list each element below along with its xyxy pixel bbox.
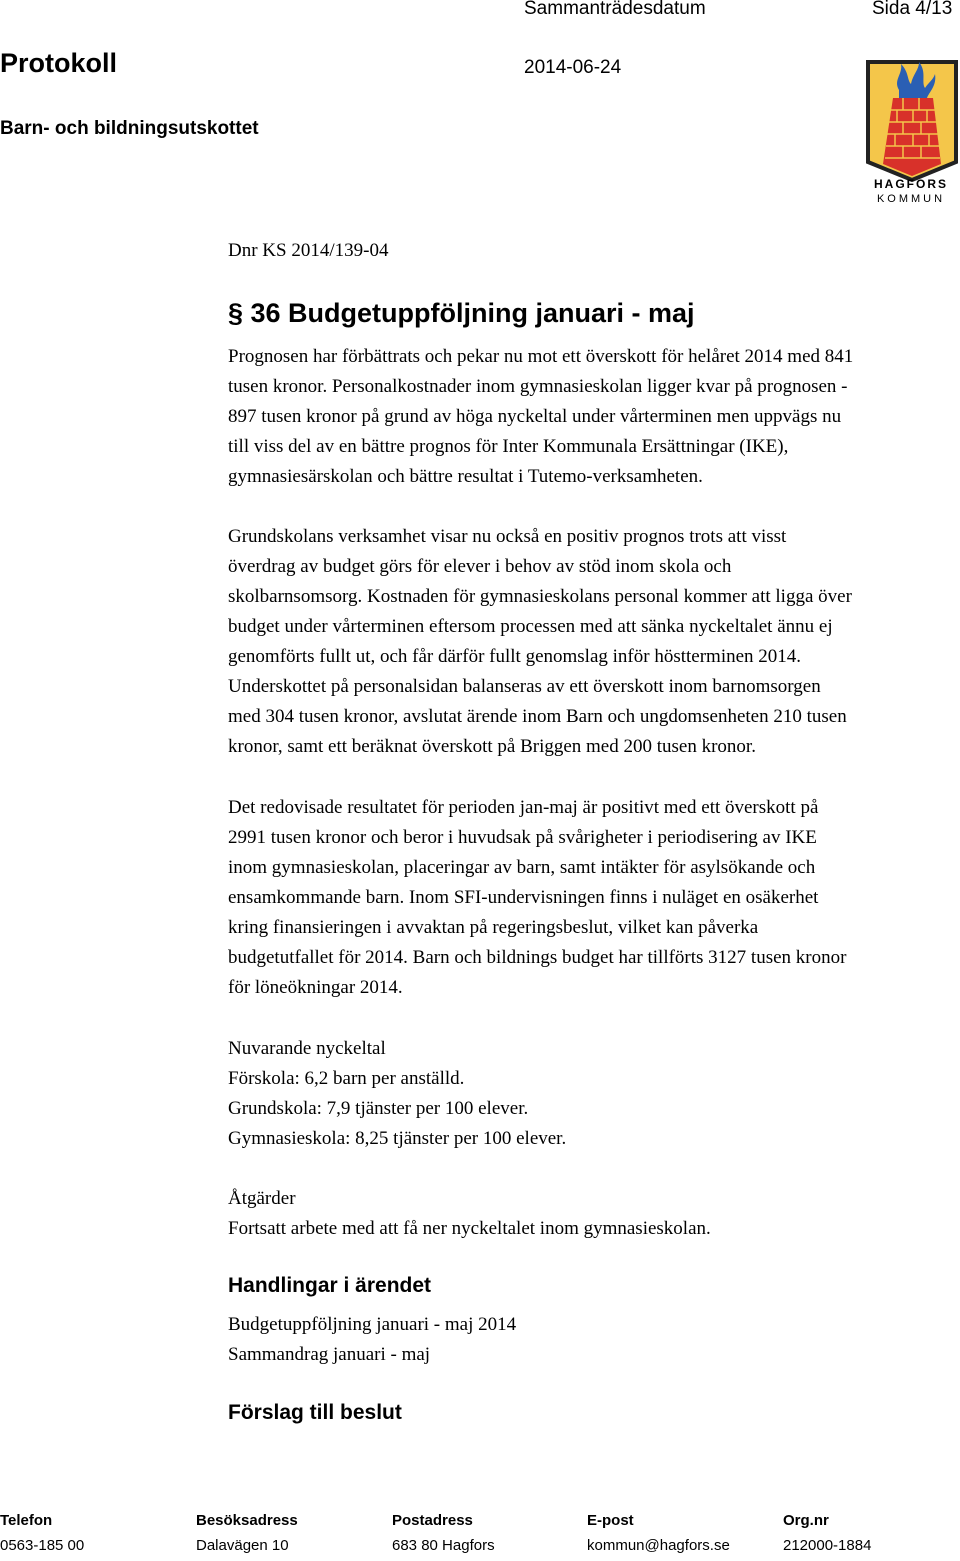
phone-number: 0563-185 00 [0, 1537, 85, 1554]
email-address: kommun@hagfors.se [587, 1537, 730, 1554]
section-heading: § 36 Budgetuppföljning januari - maj [228, 298, 695, 328]
footer-epost [587, 1512, 730, 1554]
footer [0, 1512, 960, 1561]
footer-label: Telefon [0, 1512, 53, 1529]
document-title: Protokoll [0, 48, 118, 78]
key-figures: Nuvarande nyckeltal Förskola: 6,2 barn per anställd. Grundskola: 7,9 tjänster per 100 elever. Gymnasieskola: 8,25 tjänster per 100 elever. [228, 1038, 567, 1149]
svg-text:HAGFORS: HAGFORS [874, 177, 948, 191]
proposal-heading: Förslag till beslut [228, 1401, 402, 1424]
footer-orgnr [783, 1512, 871, 1554]
paragraph: Det redovisade resultatet för perioden jan-maj är positivt med ett överskott på 2991 tusen kronor och beror i huvudsak på svårigheter i periodisering av IKE inom gymnasieskolan, placeringar av barn, samt intäkter för asylsökande och ensamkommande barn. Inom SFI-undervisningen finns i nuläget en osäkerhet kring finansieringen i avvaktan på regeringsbeslut, vilket kan påverka budgetutfallet för 2014. Barn och bildnings budget har tillförts 3127 tusen kronor för löneökningar 2014. [228, 797, 847, 998]
svg-text:KOMMUN: KOMMUN [876, 193, 946, 205]
paragraph: Prognosen har förbättrats och pekar nu mot ett överskott för helåret 2014 med 841 tusen kronor. Personalkostnader inom gymnasieskolan ligger kvar på prognosen - 897 tusen kronor på grund av höga nyckeltal under vårterminen men uppvägs nu till viss del av en bättre prognos för Inter Kommunala Ersättningar (IKE), gymnasiesärskolan och bättre resultat i Tutemo-verksamheten. [228, 346, 854, 487]
footer-label: Besöksadress [196, 1512, 298, 1529]
documents-heading: Handlingar i ärendet [228, 1274, 432, 1297]
footer-besoksadress [196, 1512, 298, 1554]
actions: Åtgärder Fortsatt arbete med att få ner nyckeltalet inom gymnasieskolan. [228, 1188, 711, 1239]
page-number: Sida 4/13 [872, 0, 953, 19]
postal-address: 683 80 Hagfors [392, 1537, 495, 1554]
footer-label: Org.nr [783, 1512, 829, 1529]
org-number: 212000-1884 [783, 1537, 872, 1554]
paragraph: Grundskolans verksamhet visar nu också en positiv prognos trots att visst överdrag av budget görs för elever i behov av stöd inom skola och skolbarnsomsorg. Kostnaden för gymnasieskolans personal kommer att ligga över budget under vårterminen eftersom processen med att sänka nyckeltalet ännu ej genomförts fullt ut, och får därför fullt genomslag inför höstterminen 2014. Underskottet på personalsidan balanseras av ett överskott inom barnomsorgen med 304 tusen kronor, avslutat ärende inom Barn och ungdomsenheten 210 tusen kronor, samt ett beräknat överskott på Briggen med 200 tusen kronor. [228, 526, 852, 757]
footer-label: Postadress [392, 1512, 473, 1529]
footer-label: E-post [587, 1512, 634, 1529]
case-number: Dnr KS 2014/139-04 [228, 240, 389, 261]
meeting-date-label: Sammanträdesdatum [524, 0, 706, 19]
meeting-date: 2014-06-24 [524, 57, 622, 78]
footer-postadress [392, 1512, 495, 1554]
documents-list: Budgetuppföljning januari - maj 2014 Sammandrag januari - maj [228, 1314, 517, 1365]
footer-telefon [0, 1512, 84, 1554]
hagfors-kommun-logo [863, 60, 959, 206]
visiting-address: Dalavägen 10 [196, 1537, 289, 1554]
committee-name: Barn- och bildningsutskottet [0, 118, 259, 139]
